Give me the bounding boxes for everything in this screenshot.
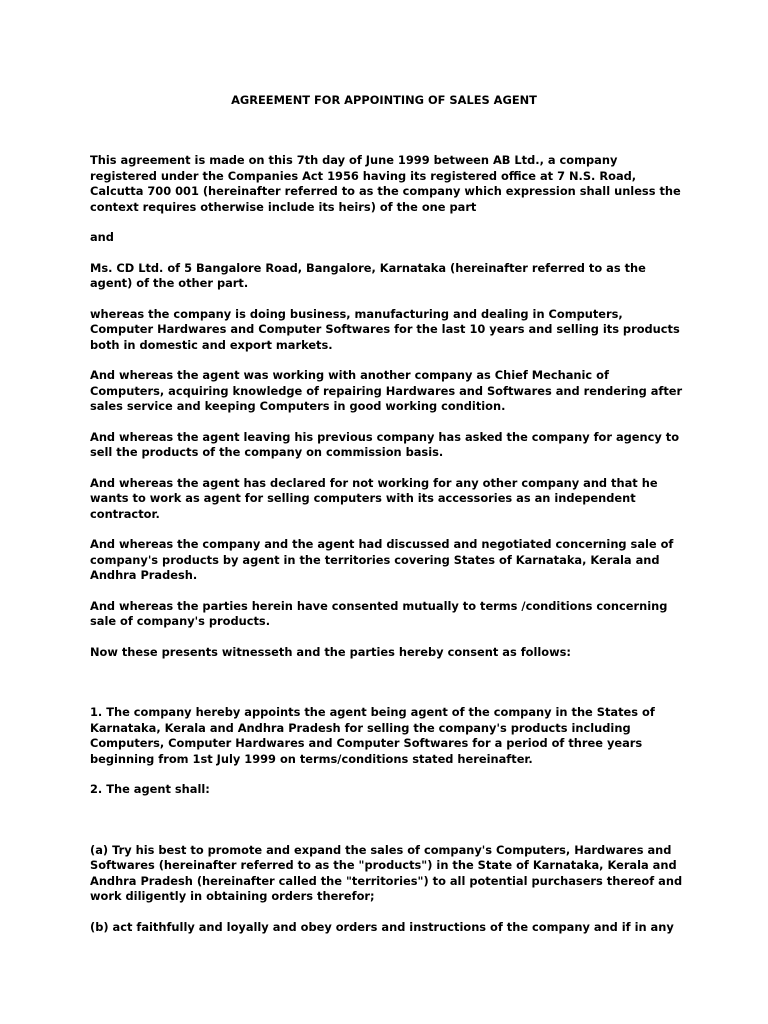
text-line: And whereas the agent was working with another company as Chief Mechanic of (90, 368, 609, 382)
text-line: sell the products of the company on commission basis. (90, 445, 444, 459)
text-line: (a) Try his best to promote and expand the sales of company's Computers, Hardwares and (90, 842, 672, 857)
text-line: Computers, acquiring knowledge of repairing Hardwares and Softwares and rendering after (90, 383, 683, 398)
text-line: Andhra Pradesh. (90, 568, 198, 582)
text-line: Computers, Computer Hardwares and Computer Softwares for a period of three years (90, 736, 643, 750)
text-line: Ms. CD Ltd. of 5 Bangalore Road, Bangalore, Karnataka (hereinafter referred to as the (90, 260, 646, 275)
text-line: context requires otherwise include its heirs) of the one part (90, 199, 477, 214)
text-line: both in domestic and export markets. (90, 337, 333, 352)
text-line: And whereas the agent has declared for not working for any other company and that he (90, 475, 658, 490)
clause-2a (90, 842, 683, 905)
text-line: Karnataka, Kerala and Andhra Pradesh for selling the company's products including (90, 720, 631, 735)
text-line: whereas the company is doing business, manufacturing and dealing in Computers, (90, 306, 623, 321)
text-line: Calcutta 700 001 (hereinafter referred to as the company which expression shall unless the (90, 184, 681, 198)
text-line: sale of company's products. (90, 614, 271, 628)
paragraph-agent-party (90, 261, 678, 292)
paragraph-witnesseth (90, 645, 678, 661)
paragraph-whereas-agency-request (90, 430, 678, 461)
paragraph-parties-intro (90, 153, 681, 215)
text-line: Now these presents witnesseth and the parties hereby consent as follows: (90, 644, 571, 659)
text-line: This agreement is made on this 7th day of June 1999 between AB Ltd., a company (90, 153, 618, 167)
text-line: agent) of the other part. (90, 276, 249, 290)
text-line: And whereas the company and the agent had discussed and negotiated concerning sale of (90, 537, 674, 551)
paragraph-whereas-consent (90, 599, 678, 630)
clause-2 (90, 782, 678, 798)
text-line: Softwares (hereinafter referred to as the "products") in the State of Karnataka, Kerala and (90, 858, 677, 872)
text-line: contractor. (90, 506, 160, 521)
clause-1 (90, 705, 678, 767)
paragraph-whereas-agent-experience (90, 368, 683, 415)
text-line: sales service and keeping Computers in good working condition. (90, 399, 506, 413)
text-line: registered under the Companies Act 1956 having its registered office at 7 N.S. Road, (90, 168, 637, 183)
paragraph-whereas-business (90, 307, 678, 354)
text-line: And whereas the parties herein have consented mutually to terms /conditions concerning (90, 598, 668, 613)
document-page (90, 93, 683, 950)
text-line: wants to work as agent for selling computers with its accessories as an independent (90, 491, 636, 505)
text-line: 2. The agent shall: (90, 782, 210, 796)
text-line: and (90, 230, 114, 244)
text-line: company's products by agent in the territories covering States of Karnataka, Kerala and (90, 552, 660, 567)
paragraph-whereas-independent (90, 476, 678, 523)
text-line: beginning from 1st July 1999 on terms/conditions stated hereinafter. (90, 751, 533, 766)
text-line: 1. The company hereby appoints the agent being agent of the company in the States of (90, 705, 655, 719)
text-line: (b) act faithfully and loyally and obey orders and instructions of the company and if in any (90, 919, 674, 934)
document-title: AGREEMENT FOR APPOINTING OF SALES AGENT (231, 93, 537, 107)
text-line: Andhra Pradesh (hereinafter called the "territories") to all potential purchasers thereof and (90, 873, 683, 888)
clause-2b (90, 920, 678, 936)
paragraph-whereas-territories (90, 537, 678, 584)
text-line: Computer Hardwares and Computer Softwares for the last 10 years and selling its products (90, 322, 680, 336)
text-line: And whereas the agent leaving his previous company has asked the company for agency to (90, 429, 680, 444)
text-line: work diligently in obtaining orders therefor; (90, 889, 375, 903)
paragraph-and (90, 230, 678, 246)
